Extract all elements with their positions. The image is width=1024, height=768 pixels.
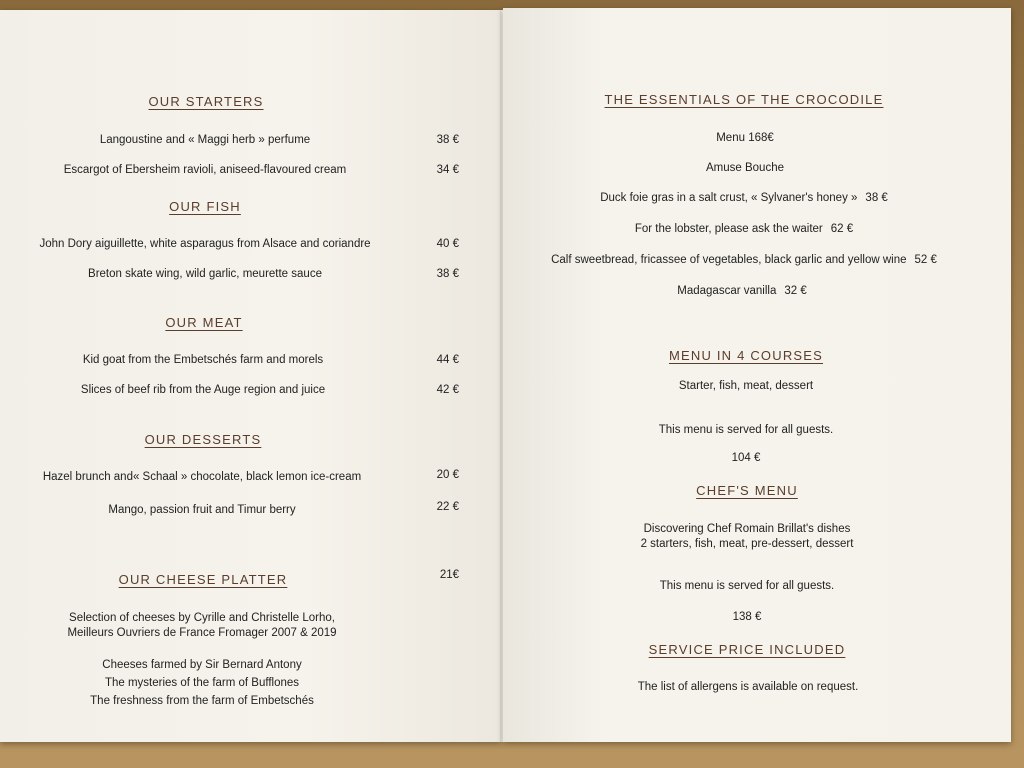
amuse-bouche: Amuse Bouche [706,162,784,174]
meat-item-price: 42 € [436,384,459,396]
chefs-menu-note: This menu is served for all guests. [659,580,835,592]
course-name: For the lobster, please ask the waiter [634,223,823,235]
course-name: Duck foie gras in a salt crust, « Sylvaner's honey » [600,192,858,204]
meat-item-name: Kid goat from the Embetschés farm and morels [82,354,324,366]
meat-item-price: 44 € [436,354,459,366]
chefs-menu-description-line: 2 starters, fish, meat, pre-dessert, dessert [640,538,854,550]
dessert-item-name: Hazel brunch and« Schaal » chocolate, black lemon ice-cream [42,471,362,483]
fish-item-name: John Dory aiguillette, white asparagus from Alsace and coriandre [39,238,371,250]
course-price: 62 € [830,223,854,235]
chefs-menu-description [641,522,854,552]
four-courses-heading: MENU IN 4 COURSES [668,348,824,363]
course-price: 52 € [914,254,937,266]
fish-item-price: 40 € [436,238,459,250]
course-price: 32 € [784,285,807,297]
meat-heading: OUR MEAT [165,315,243,330]
chefs-menu-price: 138 € [732,611,762,623]
cheese-description [67,611,336,641]
service-heading: SERVICE PRICE INCLUDED [648,642,846,657]
starter-item-name: Escargot of Ebersheim ravioli, aniseed-flavoured cream [63,164,347,176]
starter-item-name: Langoustine and « Maggi herb » perfume [99,134,311,146]
fish-item-name: Breton skate wing, wild garlic, meurette sauce [88,268,322,280]
chefs-menu-description-line: Discovering Chef Romain Brillat's dishes [643,523,851,535]
cheese-farm-line: Cheeses farmed by Sir Bernard Antony [102,659,302,671]
right-menu-page [503,8,1011,742]
meat-item-name: Slices of beef rib from the Auge region and juice [80,384,326,396]
essentials-course [600,192,888,204]
starters-heading: OUR STARTERS [148,94,264,109]
dessert-item-price: 20 € [436,469,459,481]
desserts-heading: OUR DESSERTS [144,432,262,447]
cheese-farm-line: The freshness from the farm of Embetschés [90,695,314,707]
essentials-course [635,223,853,235]
chefs-menu-heading: CHEF'S MENU [696,483,798,498]
cheese-farm-line: The mysteries of the farm of Bufflones [104,677,300,689]
course-name: Calf sweetbread, fricassee of vegetables, black garlic and yellow wine [551,254,907,266]
four-courses-note: This menu is served for all guests. [658,424,834,436]
essentials-course [677,285,806,297]
course-name: Madagascar vanilla [677,285,777,297]
four-courses-description: Starter, fish, meat, dessert [678,380,814,392]
four-courses-price: 104 € [731,452,761,464]
left-menu-page [0,10,501,742]
dessert-item-price: 22 € [436,501,459,513]
starter-item-price: 34 € [436,164,459,176]
course-price: 38 € [865,192,888,204]
essentials-menu-price: Menu 168€ [716,132,774,144]
fish-heading: OUR FISH [169,199,241,214]
cheese-heading: OUR CHEESE PLATTER [118,572,288,587]
allergens-note: The list of allergens is available on request. [637,681,859,693]
cheese-farm-list [90,656,314,710]
cheese-description-line: Selection of cheeses by Cyrille and Christelle Lorho, [69,612,335,624]
cheese-description-line: Meilleurs Ouvriers de France Fromager 2007 & 2019 [67,627,337,639]
fish-item-price: 38 € [436,268,459,280]
starter-item-price: 38 € [436,134,459,146]
essentials-heading: THE ESSENTIALS OF THE CROCODILE [604,92,884,107]
dessert-item-name: Mango, passion fruit and Timur berry [108,504,296,516]
cheese-price: 21€ [439,569,459,581]
essentials-course [551,254,937,266]
